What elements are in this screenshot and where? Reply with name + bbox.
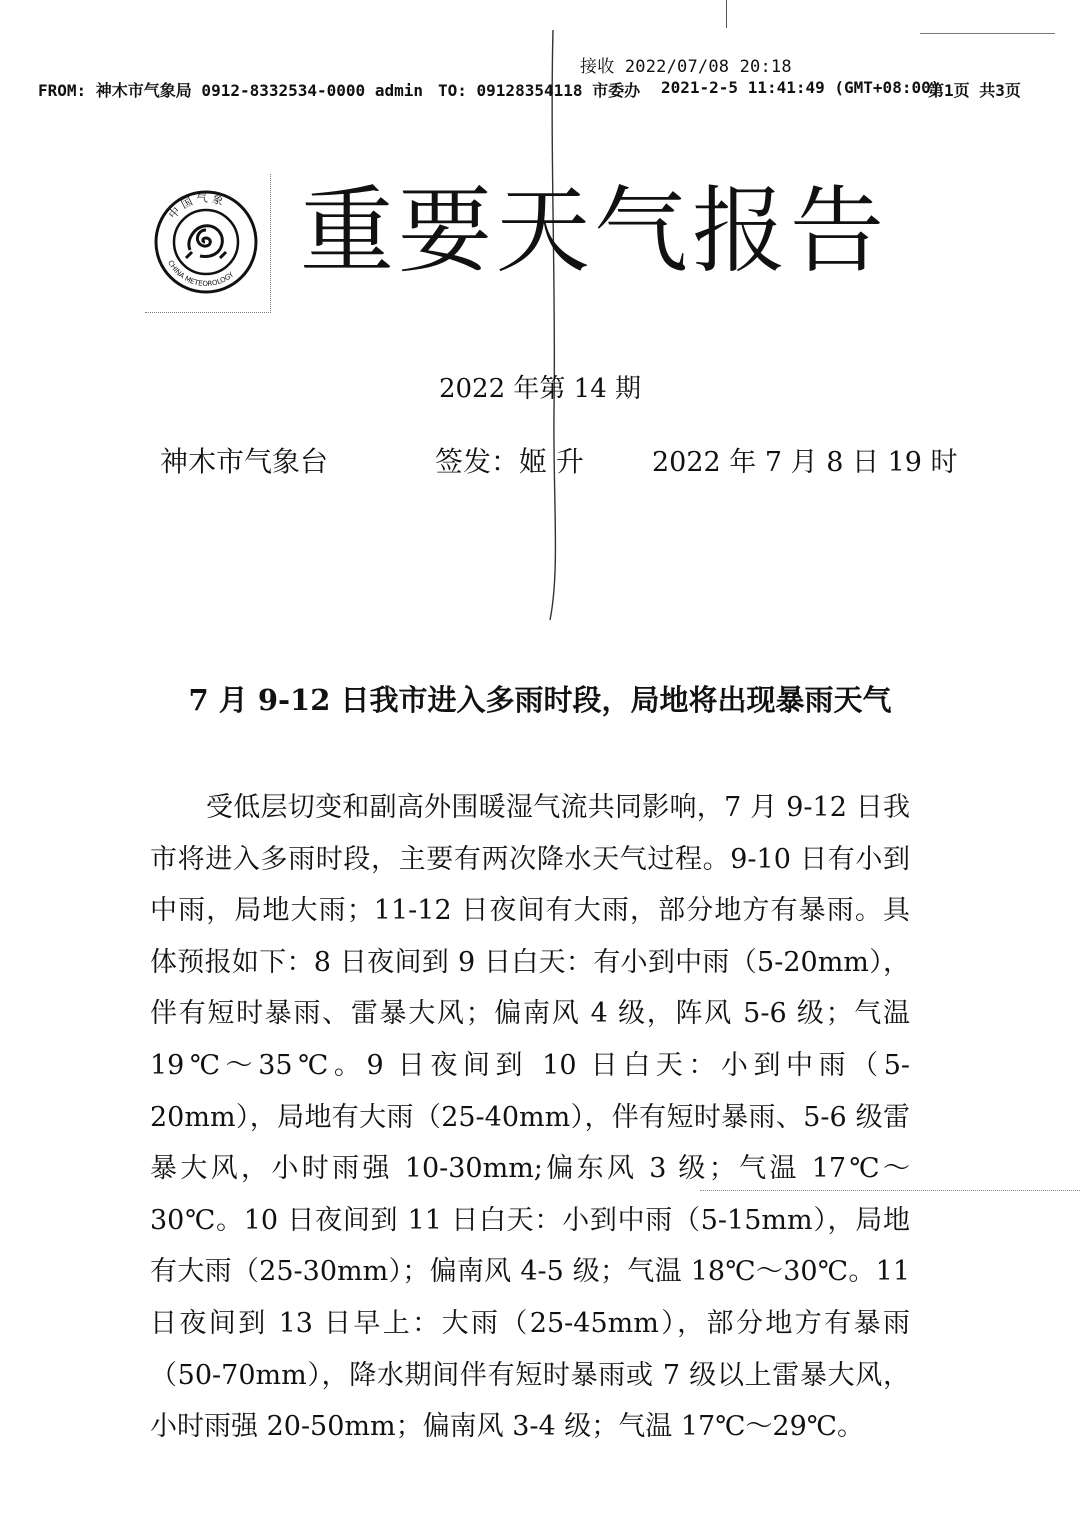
- fax-received-stamp: 接收 2022/07/08 20:18: [580, 57, 792, 77]
- scan-artifact-line: [726, 0, 727, 28]
- scan-artifact-line: [920, 33, 1055, 34]
- issue-date: 2022 年 7 月 8 日 19 时: [652, 447, 958, 478]
- report-headline: 7 月 9-12 日我市进入多雨时段，局地将出现暴雨天气: [188, 683, 892, 717]
- fax-to: TO: 09128354118 市委办: [438, 81, 641, 100]
- fax-from: FROM: 神木市气象局 0912-8332534-0000 admin: [38, 81, 423, 100]
- svg-text:CHINA METEOROLOGY: CHINA METEOROLOGY: [166, 259, 236, 289]
- scan-fold-line: [520, 30, 570, 620]
- fax-page-count: 第1页 共3页: [928, 81, 1021, 100]
- signer: 签发：姬 升: [435, 445, 584, 478]
- cma-logo-icon: [150, 180, 262, 302]
- fax-sent-time: 2021-2-5 11:41:49 (GMT+08:00): [661, 78, 941, 97]
- issue-number: 2022 年第 14 期: [438, 374, 642, 404]
- report-body: 受低层切变和副高外围暖湿气流共同影响，7 月 9-12 日我市将进入多雨时段，主要有两次降水天气过程。9-10 日有小到中雨，局地大雨；11-12 日夜间有大雨，部分地方有暴雨。具体预报如下：8 日夜间到 9 日白天：有小到中雨（5-20mm），伴有短时暴雨、雷暴大风；偏南风 4 级，阵风 5-6 级；气温 19℃～35℃。9 日夜间到 10 日白天：小到中雨（5-20mm），局地有大雨（25-40mm），伴有短时暴雨、5-6 级雷暴大风，小时雨强 10-30mm;偏东风 3 级；气温 17℃～30℃。10 日夜间到 11 日白天：小到中雨（5-15mm），局地有大雨（25-30mm）；偏南风 4-5 级；气温 18℃～30℃。11 日夜间到 13 日早上：大雨（25-45mm），部分地方有暴雨（50-70mm），降水期间伴有短时暴雨或 7 级以上雷暴大风，小时雨强 20-50mm；偏南风 3-4 级；气温 17℃～29℃。: [150, 792, 910, 1443]
- page-title: 重要天气报告: [300, 177, 889, 286]
- issuing-organization: 神木市气象台: [160, 445, 329, 478]
- svg-text:中 国 气 象: 中 国 气 象: [166, 191, 225, 222]
